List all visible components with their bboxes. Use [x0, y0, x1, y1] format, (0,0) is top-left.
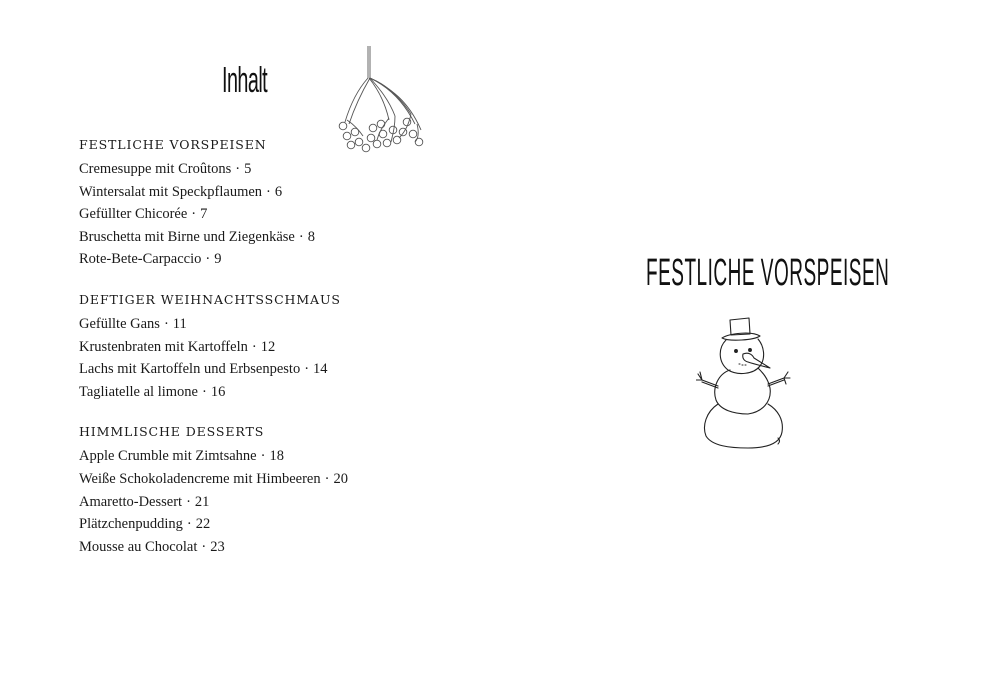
toc-entry[interactable] — [79, 358, 479, 381]
entry-page-number: 18 — [269, 448, 284, 465]
toc-entry[interactable] — [79, 226, 479, 249]
toc-section-weihnachtsschmaus — [79, 290, 479, 403]
entry-separator: · — [201, 538, 207, 555]
entry-separator: · — [251, 338, 257, 355]
toc-entry[interactable] — [79, 336, 479, 359]
entry-title: Gefüllte Gans — [79, 315, 160, 332]
toc-section-vorspeisen — [79, 135, 479, 271]
entry-title: Krustenbraten mit Kartoffeln — [79, 338, 248, 355]
entry-separator: · — [298, 228, 304, 245]
entry-title: Wintersalat mit Speckpflaumen — [79, 183, 263, 200]
entry-title: Bruschetta mit Birne und Ziegenkäse — [79, 228, 295, 245]
entry-page-number: 20 — [333, 470, 348, 487]
entry-title: Tagliatelle al limone — [79, 383, 198, 400]
toc-entry[interactable] — [79, 513, 479, 536]
entry-separator: · — [205, 251, 211, 268]
snowman-icon — [696, 314, 791, 452]
entry-page-number: 16 — [210, 383, 226, 400]
entry-title: Amaretto-Dessert — [79, 493, 183, 510]
entry-separator: · — [201, 383, 207, 400]
entry-page-number: 9 — [214, 251, 222, 268]
entry-page-number: 11 — [172, 315, 187, 332]
entry-title: Lachs mit Kartoffeln und Erbsenpesto — [79, 361, 301, 378]
right-page — [500, 0, 1000, 697]
entry-page-number: 23 — [210, 538, 225, 555]
entry-separator: · — [186, 516, 192, 533]
toc-entry[interactable] — [79, 381, 479, 404]
toc-entry[interactable] — [79, 181, 479, 204]
toc-entry[interactable] — [79, 248, 479, 271]
section-heading: HIMMLISCHE DESSERTS — [79, 424, 265, 440]
toc-entry[interactable] — [79, 313, 479, 336]
entry-separator: · — [324, 470, 330, 487]
entry-page-number: 21 — [194, 493, 210, 510]
entry-page-number: 8 — [307, 228, 315, 245]
entry-separator: · — [163, 315, 169, 332]
entry-page-number: 22 — [195, 516, 211, 533]
toc-entry[interactable] — [79, 445, 479, 468]
chapter-title: FESTLICHE VORSPEISEN — [646, 252, 890, 294]
toc-entry[interactable] — [79, 536, 479, 559]
entry-title: Weiße Schokoladencreme mit Himbeeren — [79, 470, 321, 487]
entry-page-number: 12 — [260, 338, 276, 355]
entry-title: Mousse au Chocolat — [79, 538, 198, 555]
entry-separator: · — [186, 493, 191, 510]
toc-section-desserts — [79, 422, 479, 558]
toc-entry[interactable] — [79, 468, 479, 491]
entry-page-number: 5 — [244, 161, 252, 177]
entry-separator: · — [191, 206, 197, 223]
toc-entry[interactable] — [79, 491, 479, 514]
entry-page-number: 7 — [200, 206, 208, 223]
entry-title: Gefüllter Chicorée — [79, 206, 188, 223]
toc-entry[interactable] — [79, 158, 479, 181]
entry-separator: · — [266, 183, 271, 200]
section-heading: FESTLICHE VORSPEISEN — [79, 137, 267, 152]
entry-page-number: 14 — [313, 361, 328, 378]
entry-page-number: 6 — [274, 183, 283, 200]
entry-title: Rote-Bete-Carpaccio — [79, 251, 202, 268]
table-of-contents — [79, 135, 479, 558]
entry-separator: · — [235, 161, 241, 177]
section-heading: DEFTIGER WEIHNACHTSSCHMAUS — [79, 291, 341, 307]
toc-title: Inhalt — [222, 59, 268, 100]
entry-separator: · — [304, 361, 310, 378]
entry-title: Plätzchenpudding — [79, 516, 183, 533]
toc-entry[interactable] — [79, 203, 479, 226]
entry-separator: · — [260, 448, 266, 465]
entry-title: Apple Crumble mit Zimtsahne — [79, 448, 257, 465]
entry-title: Cremesuppe mit Croûtons — [79, 161, 232, 177]
